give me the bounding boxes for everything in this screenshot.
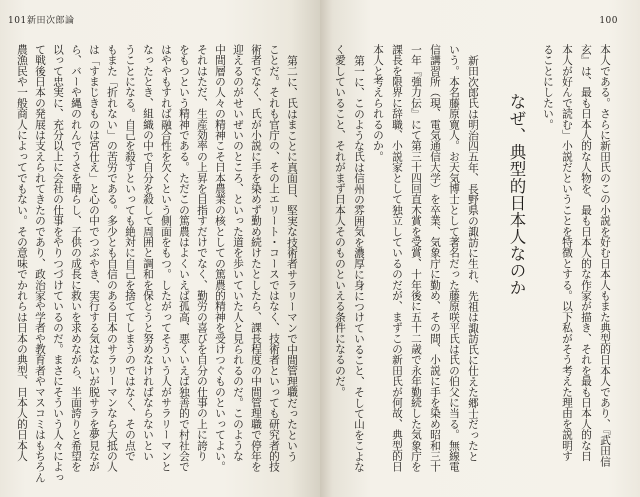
text-line: て戦後日本の発展は支えられてきたのであり、政治家や学者や教育者やマスコミはもちろん [34, 44, 47, 483]
text-line: 本人が好んで読む」小説だということを特徴とする。以下私がそう考えた理由を説明す [561, 44, 574, 462]
text-line: をもつという精神である。ただこの篤農はよくいえば孤高、悪くいえば独善的で村社会で [178, 44, 191, 472]
text-line: 農漁民や一般商人によってでもない。その意味でかれらは日本の典型、日本人的日本人 [16, 44, 29, 462]
paragraph-continued [539, 44, 615, 489]
text-line: はややもすれば融合性を欠くという側面をもつ。したがってそういう人がサラリーマンと [160, 44, 173, 472]
text-line: ら、バーや縄のれんでうさを晴らし、子供の成長に救いを求めながら、半面誇りと希望を [70, 44, 83, 472]
text-line: 第二に、氏はまことに真面目、堅実な技術者サラリーマンで中間管理職だったという [286, 54, 299, 462]
right-page [320, 0, 640, 497]
text-line: 課長を限界に辞職、小説家として独立しているのだが、まずこの新田氏が何故、典型的日 [391, 44, 404, 472]
text-line: もまた「折れない」の苦労である。多少とも自信のある日本のサラリーマンなら大抵の人 [106, 44, 119, 472]
text-line: それはただ、生産効率の上昇を目指すだけでなく、勤労の喜びを自分の仕事の上に誇り [196, 44, 209, 462]
text-line: 本人と考えられるのか。 [372, 44, 385, 162]
page-number: 100 [599, 16, 618, 26]
page-number: 101 [8, 16, 27, 26]
text-line: いう。本名藤原寛人。お天気博士として著名だった藤原咲平氏は氏の伯父に当る。無線電 [448, 44, 461, 472]
text-line: 迎えるのがせいぜいのところ、といった道を歩いていた人と見られるのだ。このような [232, 44, 245, 462]
paragraph [13, 44, 301, 489]
left-text-block [11, 44, 301, 489]
text-line: ることにしたい。 [542, 44, 555, 130]
text-line: 一年『強力伝』にて第三十四回直木賞を受賞、十年後に五十二歳で永年勤続した気象庁を [410, 44, 423, 472]
text-line: なったとき、組織の中で自分を殺して周囲と調和を保とうと努めなければならないとい [142, 44, 155, 462]
text-line: 術者でなく、氏が小説に手を染めず勤め続けたとしたら、課長程度の中間管理職で停年を [250, 44, 263, 472]
running-head: 新田次郎論 [27, 16, 75, 26]
text-line: 玄』は、最も日本人的な人物を、最も日本人的な作家が描き、それを最も日本人的な日 [580, 44, 593, 462]
paragraph [369, 44, 483, 489]
paragraph [331, 44, 369, 489]
right-text-block [323, 44, 615, 489]
text-line: 信講習所（現、電気通信大学）を卒業、気象庁に勤め、その間、小説に手を染め昭和三十 [429, 44, 442, 472]
text-line: 中間層の人々の精神こそ日本農業の核としての篤農的精神を受けつぐものといってよい。 [214, 44, 227, 472]
text-line: 新田次郎氏は明治四五年、長野県の諏訪に生れ、先祖は諏訪氏に仕えた郷士だったと [467, 54, 480, 462]
text-line: 本人である。さらに新田氏のこの小説を好む日本人もまた典型的日本人であり、『武田信 [599, 44, 612, 467]
text-line: く愛していること、それがまず日本人そのものといえる条件になるのだ。 [334, 44, 347, 398]
text-line: ことだ。それも官庁の、その上エリート・コースではなく、技術者といっても研究者的技 [268, 44, 281, 472]
text-line: 第一に、このような氏は信州の雰囲気を濃厚に身につけていること、そして山をこよな [353, 54, 366, 472]
section-heading: なぜ、典型的日本人なのか [507, 93, 526, 296]
text-line: うことになる。自己を殺すといっても絶対に自己を捨ててしまうのではなく、その点で [124, 44, 137, 462]
text-line: は「すまじきものは宮仕え」と心の中でつぶやき、実行する気はないが脱サラを夢見なが [88, 44, 101, 472]
text-line: 以って忠実に、充分以上に会社の仕事をやりつづけているのだ。まさにそういう人々によっ [52, 44, 65, 483]
